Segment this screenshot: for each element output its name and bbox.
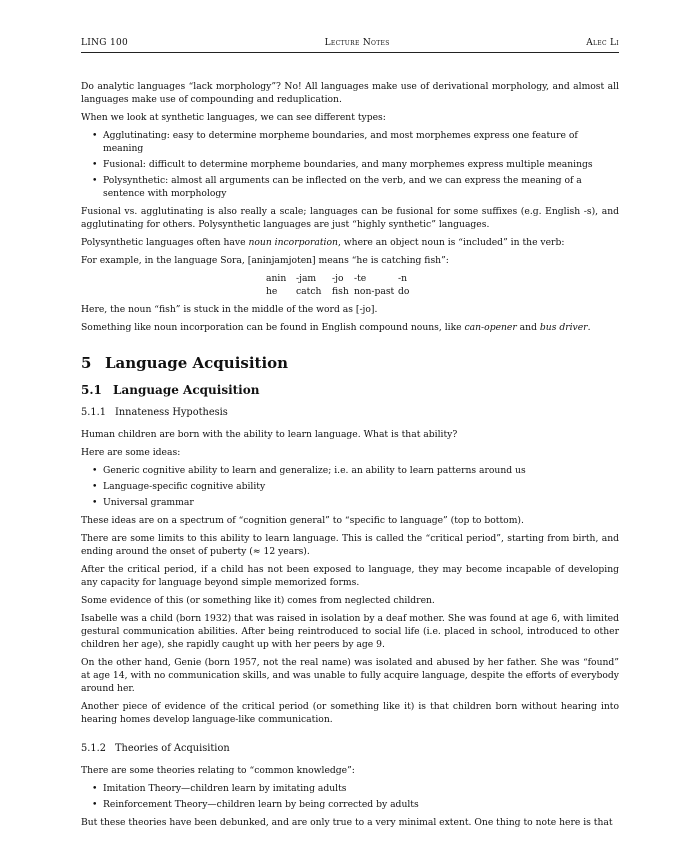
page-body bbox=[81, 80, 619, 834]
gloss-morpheme: -n bbox=[398, 273, 408, 284]
list-item: • Fusional: difficult to determine morpheme boundaries, and many morphemes express multiple meanings bbox=[103, 158, 619, 171]
list-item: • Imitation Theory—children learn by imitating adults bbox=[103, 782, 619, 795]
paragraph: But these theories have been debunked, and are only true to a very minimal extent. One thing to note here is that bbox=[81, 817, 613, 828]
header-title: Lecture Notes bbox=[324, 38, 390, 48]
section-title: Language Acquisition bbox=[105, 354, 289, 372]
list-item: • Polysynthetic: almost all arguments can be inflected on the verb, and we can express the meaning of a sentence with morphology bbox=[103, 174, 619, 200]
subsubsection-number: 5.1.2 bbox=[81, 743, 106, 754]
gloss-morpheme: anin bbox=[266, 273, 287, 284]
gloss-morpheme: -te bbox=[354, 273, 367, 284]
subsubsection-title: Theories of Acquisition bbox=[115, 743, 230, 754]
gloss-meaning: catch bbox=[296, 286, 322, 297]
gloss-meaning: do bbox=[398, 286, 410, 297]
paragraph: Some evidence of this (or something like it) comes from neglected children. bbox=[81, 595, 435, 606]
subsection-number: 5.1 bbox=[81, 383, 102, 397]
paragraph: After the critical period, if a child has not been exposed to language, they may become incapable of developing any capacity for language beyond simple memorized forms. bbox=[81, 564, 619, 588]
section-number: 5 bbox=[81, 354, 92, 372]
section-heading bbox=[81, 354, 619, 372]
subsection-title: Language Acquisition bbox=[113, 383, 260, 397]
gloss-morpheme: -jo bbox=[332, 273, 344, 284]
ideas-list bbox=[81, 464, 619, 509]
running-header bbox=[81, 38, 619, 48]
theories-list bbox=[81, 782, 619, 811]
paragraph: Polysynthetic languages often have noun incorporation, where an object noun is “included” in the verb: bbox=[81, 237, 565, 248]
header-rule bbox=[81, 52, 619, 53]
list-item: • Universal grammar bbox=[103, 496, 619, 509]
subsubsection-title: Innateness Hypothesis bbox=[115, 407, 228, 418]
interlinear-gloss bbox=[266, 272, 619, 298]
synthetic-types-list bbox=[81, 129, 619, 200]
paragraph: On the other hand, Genie (born 1957, not the real name) was isolated and abused by her father. She was “found” at age 14, with no communication skills, and was unable to fully acquire language, despite the efforts of everybody around her. bbox=[81, 657, 619, 694]
subsection-heading bbox=[81, 384, 619, 397]
paragraph: Do analytic languages “lack morphology”? No! All languages make use of derivational morphology, and almost all languages make use of compounding and reduplication. bbox=[81, 81, 619, 105]
emphasis: can-opener bbox=[464, 322, 517, 333]
paragraph: Human children are born with the ability to learn language. What is that ability? bbox=[81, 429, 458, 440]
paragraph: There are some limits to this ability to learn language. This is called the “critical period”, starting from birth, and ending around the onset of puberty (≈ 12 years). bbox=[81, 533, 619, 557]
gloss-morpheme: -jam bbox=[296, 273, 317, 284]
paragraph: Fusional vs. agglutinating is also really a scale; languages can be fusional for some suffixes (e.g. English -s), and agglutinating for others. Polysynthetic languages are just “highly synthetic” languages. bbox=[81, 206, 619, 230]
gloss-meaning: non-past bbox=[354, 286, 395, 297]
header-author: Alec Li bbox=[586, 38, 619, 48]
subsubsection-heading bbox=[81, 406, 619, 419]
paragraph: Another piece of evidence of the critical period (or something like it) is that children born without hearing into hearing homes develop language-like communication. bbox=[81, 701, 619, 725]
subsubsection-heading bbox=[81, 742, 619, 755]
list-item: • Reinforcement Theory—children learn by being corrected by adults bbox=[103, 798, 619, 811]
paragraph: Here, the noun “fish” is stuck in the middle of the word as [-jo]. bbox=[81, 304, 378, 315]
paragraph: Isabelle was a child (born 1932) that was raised in isolation by a deaf mother. She was found at age 6, with limited gestural communication abilities. After being reintroduced to social life (i.e. placed in school, introduced to other children her age), she rapidly caught up with her peers by age 9. bbox=[81, 613, 619, 650]
paragraph: For example, in the language Sora, [aninjamjoten] means “he is catching fish”: bbox=[81, 255, 449, 266]
header-course: LING 100 bbox=[81, 38, 129, 48]
paragraph: These ideas are on a spectrum of “cognition general” to “specific to language” (top to bottom). bbox=[81, 515, 524, 526]
list-item: • Generic cognitive ability to learn and generalize; i.e. an ability to learn patterns around us bbox=[103, 464, 619, 477]
paragraph: Something like noun incorporation can be found in English compound nouns, like can-opener and bus driver. bbox=[81, 322, 591, 333]
paragraph: Here are some ideas: bbox=[81, 447, 181, 458]
paragraph: When we look at synthetic languages, we can see different types: bbox=[81, 112, 386, 123]
emphasis: bus driver bbox=[539, 322, 588, 333]
emphasis: noun incorporation bbox=[248, 237, 338, 248]
gloss-meaning: he bbox=[266, 286, 278, 297]
list-item: • Agglutinating: easy to determine morpheme boundaries, and most morphemes express one feature of meaning bbox=[103, 129, 619, 155]
list-item: • Language-specific cognitive ability bbox=[103, 480, 619, 493]
paragraph: There are some theories relating to “common knowledge”: bbox=[81, 765, 355, 776]
subsubsection-number: 5.1.1 bbox=[81, 407, 106, 418]
gloss-meaning: fish bbox=[332, 286, 349, 297]
